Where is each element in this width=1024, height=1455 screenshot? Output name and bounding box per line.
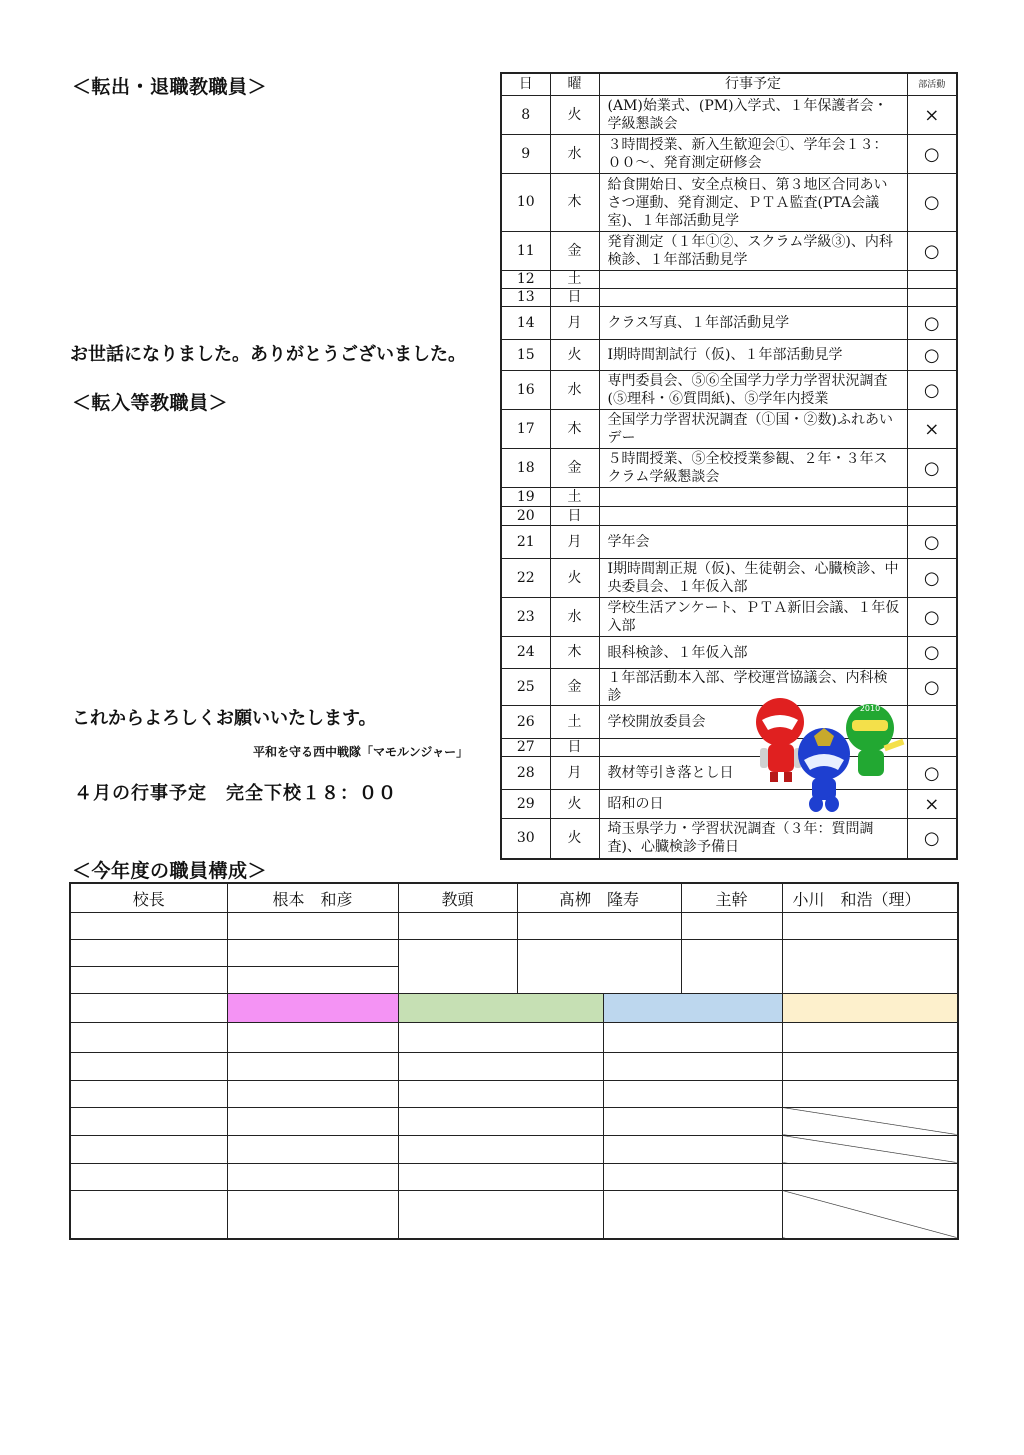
vice-principal-name: 髙栁 隆寿 xyxy=(517,883,681,913)
staff-cell xyxy=(70,1080,227,1107)
schedule-row xyxy=(501,307,957,340)
schedule-row xyxy=(501,507,957,526)
staff-row xyxy=(70,1190,958,1239)
schedule-day: 8 xyxy=(501,96,550,135)
vice-principal-label: 教頭 xyxy=(398,883,517,913)
staff-row xyxy=(70,1107,958,1135)
schedule-event: 全国学力学習状況調査（①国・②数)ふれあいデー xyxy=(599,410,907,449)
schedule-day: 25 xyxy=(501,669,550,706)
staff-cell xyxy=(227,1080,398,1107)
staff-heading: ＜今年度の職員構成＞ xyxy=(72,860,268,882)
mascot-badge: 2010 xyxy=(859,704,881,713)
schedule-club-mark xyxy=(907,271,957,289)
staff-cell xyxy=(398,913,517,940)
header-club: 部活動 xyxy=(907,73,957,96)
schedule-day: 21 xyxy=(501,526,550,559)
schedule-weekday: 木 xyxy=(550,174,599,232)
schedule-row xyxy=(501,232,957,271)
schedule-weekday: 土 xyxy=(550,488,599,507)
schedule-event xyxy=(599,488,907,507)
staff-cell xyxy=(70,1190,227,1239)
staff-row xyxy=(70,913,958,940)
schedule-club-mark: ○ xyxy=(907,669,957,706)
staff-cell xyxy=(681,940,782,994)
principal-label: 校長 xyxy=(70,883,227,913)
staff-cell xyxy=(603,1190,782,1239)
schedule-weekday: 月 xyxy=(550,757,599,790)
schedule-event: ３時間授業、新入生歓迎会①、学年会１３：００〜、発育測定研修会 xyxy=(599,135,907,174)
schedule-day: 27 xyxy=(501,739,550,757)
grade-color-blue xyxy=(603,994,782,1023)
staff-row xyxy=(70,1023,958,1052)
schedule-weekday: 土 xyxy=(550,706,599,739)
blue-ranger-icon xyxy=(798,728,850,812)
schedule-row xyxy=(501,449,957,488)
schedule-club-mark: ○ xyxy=(907,526,957,559)
schedule-weekday: 水 xyxy=(550,371,599,410)
schedule-row xyxy=(501,598,957,637)
schedule-club-mark xyxy=(907,507,957,526)
staff-cell xyxy=(227,1190,398,1239)
schedule-row xyxy=(501,96,957,135)
incoming-heading: ＜転入等教職員＞ xyxy=(72,392,229,414)
schedule-event: １年部活動本入部、学校運営協議会、内科検診 xyxy=(599,669,907,706)
staff-cell xyxy=(782,913,958,940)
schedule-weekday: 火 xyxy=(550,819,599,859)
april-schedule-title: ４月の行事予定 完全下校１８：００ xyxy=(74,783,397,804)
schedule-day: 12 xyxy=(501,271,550,289)
schedule-club-mark: × xyxy=(907,96,957,135)
greeting-message: これからよろしくお願いいたします。 xyxy=(72,708,377,729)
schedule-row xyxy=(501,289,957,307)
staff-cell xyxy=(782,1023,958,1052)
mascot-illustration xyxy=(748,690,916,820)
schedule-club-mark: ○ xyxy=(907,449,957,488)
schedule-weekday: 月 xyxy=(550,307,599,340)
schedule-event: (AM)始業式、(PM)入学式、１年保護者会・学級懇談会 xyxy=(599,96,907,135)
schedule-weekday: 水 xyxy=(550,135,599,174)
green-ranger-icon xyxy=(846,704,904,776)
staff-cell xyxy=(227,940,398,967)
schedule-weekday: 火 xyxy=(550,340,599,371)
schedule-day: 11 xyxy=(501,232,550,271)
farewell-message: お世話になりました。ありがとうございました。 xyxy=(70,344,466,365)
schedule-event: Ⅰ期時間割正規（仮)、生徒朝会、心臓検診、中央委員会、１年仮入部 xyxy=(599,559,907,598)
staff-cell xyxy=(70,1107,227,1135)
schedule-day: 18 xyxy=(501,449,550,488)
schedule-club-mark: ○ xyxy=(907,757,957,790)
schedule-weekday: 水 xyxy=(550,598,599,637)
staff-cell xyxy=(227,913,398,940)
schedule-event xyxy=(599,271,907,289)
staff-body xyxy=(70,1023,958,1239)
grade-color-cream xyxy=(782,994,958,1023)
schedule-event: 専門委員会、⑤⑥全国学力学力学習状況調査(⑤理科・⑥質問紙)、⑤学年内授業 xyxy=(599,371,907,410)
staff-cell xyxy=(398,1135,603,1163)
grade-color-green xyxy=(398,994,603,1023)
staff-cell-slashed xyxy=(782,1190,958,1239)
header-event: 行事予定 xyxy=(599,73,907,96)
staff-cell xyxy=(782,1080,958,1107)
schedule-event: 学校生活アンケート、ＰＴＡ新旧会議、１年仮入部 xyxy=(599,598,907,637)
staff-cell xyxy=(681,913,782,940)
schedule-weekday: 月 xyxy=(550,526,599,559)
staff-row xyxy=(70,1135,958,1163)
schedule-day: 22 xyxy=(501,559,550,598)
staff-cell xyxy=(227,967,398,994)
staff-cell xyxy=(398,1080,603,1107)
schedule-day: 30 xyxy=(501,819,550,859)
staff-cell xyxy=(70,994,227,1023)
schedule-weekday: 金 xyxy=(550,449,599,488)
schedule-club-mark: × xyxy=(907,790,957,819)
schedule-weekday: 土 xyxy=(550,271,599,289)
staff-color-row xyxy=(70,994,958,1023)
staff-cell xyxy=(227,1135,398,1163)
staff-cell xyxy=(70,967,227,994)
staff-cell xyxy=(517,913,681,940)
staff-cell xyxy=(603,1163,782,1190)
schedule-event xyxy=(599,289,907,307)
staff-cell xyxy=(398,1190,603,1239)
schedule-row xyxy=(501,637,957,669)
schedule-day: 14 xyxy=(501,307,550,340)
schedule-club-mark: ○ xyxy=(907,174,957,232)
staff-cell xyxy=(398,1107,603,1135)
schedule-event: Ⅰ期時間割試行（仮)、１年部活動見学 xyxy=(599,340,907,371)
schedule-club-mark: × xyxy=(907,410,957,449)
schedule-weekday: 火 xyxy=(550,96,599,135)
staff-cell xyxy=(70,1052,227,1080)
staff-cell xyxy=(70,940,227,967)
staff-cell xyxy=(70,913,227,940)
schedule-weekday: 日 xyxy=(550,739,599,757)
schedule-day: 13 xyxy=(501,289,550,307)
schedule-day: 26 xyxy=(501,706,550,739)
schedule-row xyxy=(501,410,957,449)
schedule-club-mark: ○ xyxy=(907,340,957,371)
staff-cell-slashed xyxy=(782,1107,958,1135)
schedule-day: 15 xyxy=(501,340,550,371)
schedule-row xyxy=(501,271,957,289)
schedule-row xyxy=(501,559,957,598)
schedule-row xyxy=(501,488,957,507)
schedule-day: 17 xyxy=(501,410,550,449)
schedule-club-mark: ○ xyxy=(907,559,957,598)
schedule-weekday: 金 xyxy=(550,232,599,271)
schedule-row xyxy=(501,174,957,232)
schedule-club-mark: ○ xyxy=(907,307,957,340)
staff-cell-slashed xyxy=(782,1135,958,1163)
staff-cell xyxy=(603,1107,782,1135)
staff-cell xyxy=(782,940,958,994)
schedule-event: 昭和の日 xyxy=(599,790,907,819)
schedule-event: ５時間授業、⑤全校授業参観、２年・３年スクラム学級懇談会 xyxy=(599,449,907,488)
staff-table xyxy=(69,882,959,1240)
schedule-day: 19 xyxy=(501,488,550,507)
schedule-event: クラス写真、１年部活動見学 xyxy=(599,307,907,340)
schedule-row xyxy=(501,371,957,410)
staff-cell xyxy=(70,1163,227,1190)
schedule-event: 埼玉県学力・学習状況調査（３年：質問調査)、心臓検診予備日 xyxy=(599,819,907,859)
schedule-day: 24 xyxy=(501,637,550,669)
mascot-caption: 平和を守る西中戦隊「マモルンジャー」 xyxy=(253,745,469,759)
schedule-club-mark xyxy=(907,488,957,507)
chief-name: 小川 和浩（理） xyxy=(782,883,958,913)
schedule-club-mark: ○ xyxy=(907,371,957,410)
schedule-event: 発育測定（１年①②、スクラム学級③)、内科検診、１年部活動見学 xyxy=(599,232,907,271)
staff-cell xyxy=(398,1052,603,1080)
staff-row xyxy=(70,1163,958,1190)
schedule-row xyxy=(501,340,957,371)
staff-cell xyxy=(70,1135,227,1163)
schedule-row xyxy=(501,526,957,559)
schedule-weekday: 火 xyxy=(550,790,599,819)
schedule-club-mark: ○ xyxy=(907,232,957,271)
staff-cell xyxy=(603,1052,782,1080)
staff-cell xyxy=(227,1107,398,1135)
schedule-day: 9 xyxy=(501,135,550,174)
schedule-header-row xyxy=(501,73,957,96)
schedule-club-mark: ○ xyxy=(907,637,957,669)
schedule-event: 眼科検診、１年仮入部 xyxy=(599,637,907,669)
staff-cell xyxy=(603,1023,782,1052)
schedule-day: 10 xyxy=(501,174,550,232)
red-ranger-icon xyxy=(756,698,804,782)
staff-row xyxy=(70,1052,958,1080)
staff-cell xyxy=(70,1023,227,1052)
chief-label: 主幹 xyxy=(681,883,782,913)
schedule-event: 学年会 xyxy=(599,526,907,559)
schedule-club-mark xyxy=(907,289,957,307)
schedule-weekday: 金 xyxy=(550,669,599,706)
staff-cell xyxy=(782,1052,958,1080)
staff-row xyxy=(70,1080,958,1107)
schedule-club-mark: ○ xyxy=(907,135,957,174)
staff-cell xyxy=(398,1023,603,1052)
schedule-weekday: 日 xyxy=(550,507,599,526)
staff-cell xyxy=(398,940,517,994)
grade-color-pink xyxy=(227,994,398,1023)
schedule-club-mark: ○ xyxy=(907,819,957,859)
staff-cell xyxy=(603,1135,782,1163)
schedule-row xyxy=(501,819,957,859)
header-day: 日 xyxy=(501,73,550,96)
staff-header-row xyxy=(70,883,958,913)
staff-row xyxy=(70,940,958,967)
staff-cell xyxy=(517,940,681,994)
principal-name: 根本 和彦 xyxy=(227,883,398,913)
staff-cell xyxy=(398,1163,603,1190)
schedule-weekday: 木 xyxy=(550,410,599,449)
schedule-event xyxy=(599,507,907,526)
schedule-event: 学校開放委員会 xyxy=(599,706,907,739)
staff-cell xyxy=(227,1163,398,1190)
staff-cell xyxy=(227,1023,398,1052)
schedule-day: 16 xyxy=(501,371,550,410)
schedule-weekday: 木 xyxy=(550,637,599,669)
staff-cell xyxy=(782,1163,958,1190)
schedule-weekday: 火 xyxy=(550,559,599,598)
schedule-day: 28 xyxy=(501,757,550,790)
schedule-day: 20 xyxy=(501,507,550,526)
schedule-row xyxy=(501,135,957,174)
schedule-day: 23 xyxy=(501,598,550,637)
schedule-weekday: 日 xyxy=(550,289,599,307)
staff-cell xyxy=(227,1052,398,1080)
schedule-event: 教材等引き落とし日 xyxy=(599,757,907,790)
staff-cell xyxy=(603,1080,782,1107)
schedule-club-mark: ○ xyxy=(907,598,957,637)
header-weekday: 曜 xyxy=(550,73,599,96)
schedule-day: 29 xyxy=(501,790,550,819)
departed-heading: ＜転出・退職教職員＞ xyxy=(72,76,268,98)
schedule-event: 給食開始日、安全点検日、第３地区合同あいさつ運動、発育測定、ＰＴＡ監査(PTA会議室)、１年部活動見学 xyxy=(599,174,907,232)
